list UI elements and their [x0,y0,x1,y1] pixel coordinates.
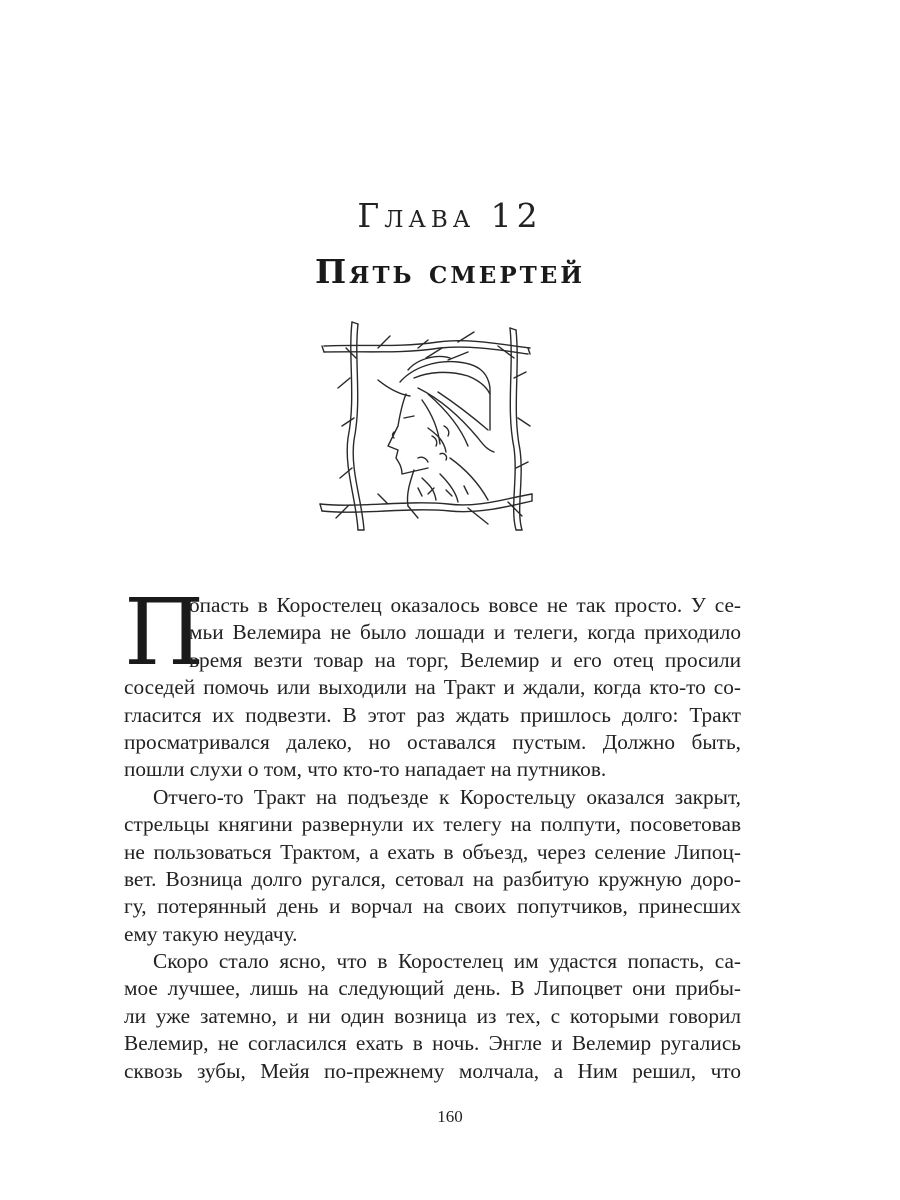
text-line: время везти товар на торг, Велемир и его отец просили [189,647,741,672]
text-line: гу, потерянный день и ворчал на своих попутчиков, принесших [124,894,741,919]
text-line: гласится их подвезти. В этот раз ждать пришлось долго: Тракт [124,702,741,727]
chapter-illustration [318,318,534,534]
text-line: соседей помочь или выходили на Тракт и ждали, когда кто-то со- [124,675,741,700]
text-line: мьи Велемира не было лошади и телеги, когда приходило [189,620,741,645]
text-line: Скоро стало ясно, что в Коростелец им удастся попасть, са- [153,949,741,974]
chapter-title: Пять смертей [315,252,585,291]
page-number: 160 [437,1107,463,1126]
drop-cap: П [124,579,205,686]
text-line: стрельцы княгини развернули их телегу на полпути, посоветовав [124,812,741,837]
text-line: пошли слухи о том, что кто-то нападает на путников. [124,757,607,782]
text-line: Велемир, не согласился ехать в ночь. Энгле и Велемир ругались [124,1031,741,1056]
chapter-label [0,196,900,235]
text-line: мое лучшее, лишь на следующий день. В Липоцвет они прибы- [124,976,741,1001]
chapter-number: 12 [490,196,543,235]
text-line: не пользоваться Трактом, а ехать в объезд, через селение Липоц- [124,839,741,864]
chapter-word: Глава [357,196,476,235]
text-line: Отчего-то Тракт на подъезде к Коростельцу оказался закрыт, [153,784,741,809]
text-line: ли уже затемно, и ни один возница из тех, с которыми говорил [124,1003,741,1028]
text-line: вет. Возница долго ругался, сетовал на разбитую кружную доро- [124,866,741,891]
text-line: сквозь зубы, Мейя по-прежнему молчала, а Ним решил, что [124,1058,741,1083]
text-line: ему такую неудачу. [124,921,298,946]
chapter-body [124,579,741,1085]
portrait-in-branch-frame-icon [318,318,534,534]
text-line: опасть в Коростелец оказалось вовсе не так просто. У се- [189,593,741,617]
text-line: просматривался далеко, но оставался пустым. Должно быть, [124,729,741,754]
